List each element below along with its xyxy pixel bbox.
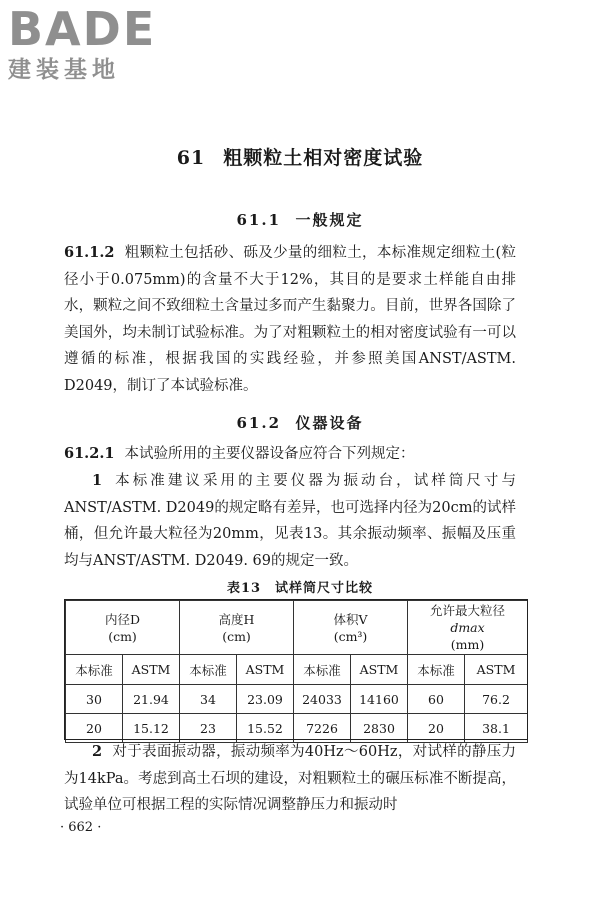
list-item-1: [64, 468, 516, 574]
item-number: 1: [92, 472, 103, 489]
subheader: ASTM: [237, 655, 294, 685]
comparison-table: [65, 600, 528, 743]
clause-label: 61.1.2: [64, 244, 115, 261]
clause-label: 61.2.1: [64, 445, 115, 462]
clause-61-2-1: [64, 441, 516, 468]
subheader: ASTM: [123, 655, 180, 685]
header-inner-diameter: 内径D (cm): [66, 601, 180, 655]
clause-text: 粗颗粒土包括砂、砾及少量的细粒土，本标准规定细粒土(粒径小于0.075mm)的含量不大于12%，其目的是要求土样能自由排水，颗粒之间不致细粒土含量过多而产生黏聚力。目前，世界各国除了美国外，均未制订试验标准。为了对粗颗粒土的相对密度试验有一可以遵循的标准，根据我国的实践经验，并参照美国ANST/ASTM. D2049，制订了本试验标准。: [64, 245, 516, 394]
subheader: 本标准: [66, 655, 123, 685]
list-item-2: [64, 739, 516, 819]
clause-61-1-2: [64, 240, 516, 399]
chapter-title: [0, 143, 600, 170]
chapter-name: 粗颗粒土相对密度试验: [223, 147, 424, 169]
clause-text: 本试验所用的主要仪器设备应符合下列规定：: [124, 446, 415, 462]
header-volume: 体积V (cm³): [294, 601, 408, 655]
logo-wordmark: BADE: [8, 2, 157, 56]
item-number: 2: [92, 743, 103, 760]
table-row: 20 15.12 23 15.52 7226 2830 20 38.1: [66, 714, 528, 743]
table-row: 30 21.94 34 23.09 24033 14160 60 76.2: [66, 685, 528, 714]
chapter-number: 61: [176, 147, 206, 169]
page-number: · 662 ·: [60, 820, 102, 835]
header-height: 高度H (cm): [180, 601, 294, 655]
logo-subtitle: 建装基地: [8, 57, 120, 83]
item-text: 对于表面振动器，振动频率为40Hz～60Hz，对试样的静压力为14kPa。考虑到高土石坝的建设，对粗颗粒土的碾压标准不断提高，试验单位可根据工程的实际情况调整静压力和振动时: [64, 744, 516, 813]
subheader: 本标准: [294, 655, 351, 685]
subheader: 本标准: [180, 655, 237, 685]
table-caption: 表13 试样筒尺寸比较: [226, 581, 374, 596]
section-heading-61-1: 61.1 一般规定: [236, 211, 364, 229]
item-text: 本标准建议采用的主要仪器为振动台，试样筒尺寸与ANST/ASTM. D2049的规定略有差异，也可选择内径为20cm的试样桶，但允许最大粒径为20mm，见表13。其余振动频率、振幅及压重均与ANST/ASTM. D2049. 69的规定一致。: [64, 473, 516, 569]
subheader: ASTM: [465, 655, 528, 685]
subheader: 本标准: [408, 655, 465, 685]
section-heading-61-2: 61.2 仪器设备: [236, 414, 364, 432]
publisher-logo: [8, 2, 178, 88]
subheader: ASTM: [351, 655, 408, 685]
header-max-particle: 允许最大粒径 dmax (mm): [408, 601, 528, 655]
